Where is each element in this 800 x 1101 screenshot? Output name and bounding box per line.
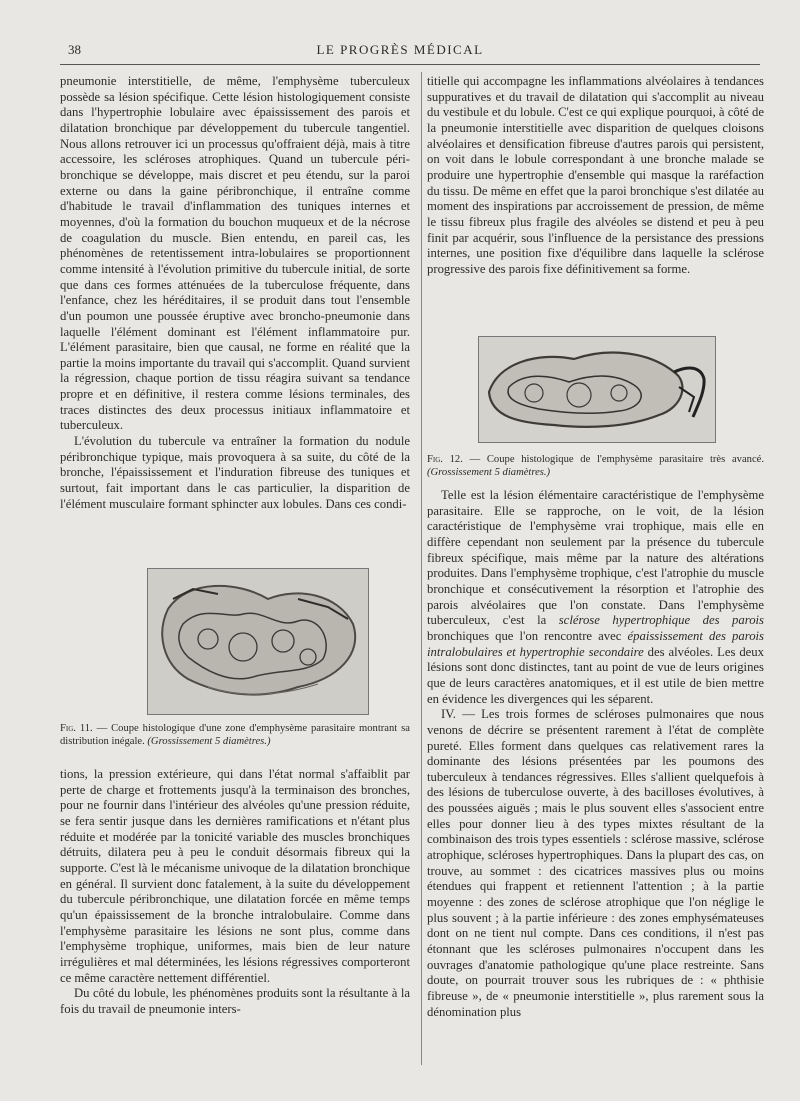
caption-magnification: (Grossissement 5 diamètres.) xyxy=(147,735,271,747)
italic-run: sclérose hypertrophique des parois xyxy=(558,613,764,628)
column-divider xyxy=(421,72,422,1065)
paragraph: tions, la pression extérieure, qui dans l'état normal s'affaiblit par perte de charge et frottements jusqu'à la terminaison des bronches, pour ne fournir dans l'intérieur des alvéoles qu'une pression réduite, se fera sentir jusque dans les dernières ramifications et n'étant plus réduite et modérée par la tonicité variable des muscles bronchiques détruits, dilatera peu à peu le conduit désormais fibreux qui la supporte. C'est là le mécanisme univoque de la dilatation bronchique en général. Il survient donc fatalement, à la suite du développement du tubercule péribronchique, une dilatation forcée en même temps qu'un épaississement de la bronche intralobulaire. Comme dans l'emphysème parasitaire les lésions ne sont plus, comme dans l'emphysème trophique, uniformes, mais bien de leur nature irrégulières et mal déterminées, les lésions régressives comporteront ce même caractère nettement différentiel. xyxy=(60,767,410,985)
page-number: 38 xyxy=(68,42,81,57)
figure-12-caption xyxy=(427,454,764,479)
text-run: bronchiques que l'on rencontre avec xyxy=(427,628,628,643)
figure-label: Fig. 12. xyxy=(427,454,463,465)
caption-magnification: (Grossissement 5 diamètres.) xyxy=(427,466,551,478)
caption-text: — Coupe histologique d'une zone d'emphysème parasitaire montrant sa distribution inégale. xyxy=(60,723,410,747)
paragraph: Du côté du lobule, les phénomènes produits sont la résultante à la fois du travail de pneumonie inters- xyxy=(60,986,410,1016)
histology-section-illustration xyxy=(148,569,368,714)
paragraph: titielle qui accompagne les inflammations alvéolaires à tendances suppuratives et du travail de dilatation qui s'accomplit au niveau du vestibule et du lobule. C'est ce qui explique pourquoi, à côté de la pneumonie interstitielle avec disparition de quelques cloisons alvéolaires et densification fibreuse d'autres parois qui persistent, on voit dans le lobule correspondant à une bronche malade se produire une hypertrophie d'ensemble qui masque la raréfaction du tissu. De même en effet que la paroi bronchique s'est dilatée au moment des inspirations par accroissement de pression, de même le tissu fibreux plus fragile des alvéoles se distend et peu à peu finit par acquérir, sous l'influence de la persistance des pressions internes, une position fixe d'équilibre dans laquelle la sclérose progressive des parois fixe définitivement sa forme. xyxy=(427,74,765,276)
figure-label: Fig. 11. xyxy=(60,723,93,734)
paragraph: IV. — Les trois formes de scléroses pulmonaires que nous venons de décrire se présentent rarement à l'état de complète pureté. Elles forment dans quelques cas relativement rares la dominante des lésions présentées par les poumons des tuberculeux à tendances régressives. Elles s'allient quelquefois à des lésions de tuberculose ouverte, à des bacilloses évolutives, à des poussées aiguës ; mais le plus souvent elles s'associent entre elles pour donner lieu à des types mixtes résultant de la combinaison des trois types essentiels : sclérose massive, sclérose atrophique, scléroses hypertrophiques. Dans la plupart des cas, on trouve, au sommet : des cicatrices massives plus ou moins étendues qui frappent et retiennent l'attention ; à la partie moyenne : des zones de sclérose atrophique que l'on néglige le plus souvent ; à la partie inférieure : des zones emphysémateuses dont on ne tient nul compte. Dans ces conditions, il n'est pas étonnant que les scléroses pulmonaires n'occupent dans les ouvrages d'anatomie pathologique qu'une place restreinte. Sans doute, on pourrait trouver sous les rubriques de : « phthisie fibreuse », de « pneumonie interstitielle », plus rarement sous la dénomination plus xyxy=(427,707,764,1019)
italic-run: épaississement des parois intralobulaires et hypertrophie secondaire xyxy=(427,628,764,659)
text-run: des alvéoles. Les deux lésions sont donc distinctes, tant au point de vue de leurs origines que de leurs caractères anatomiques, et il est utile de bien mettre en évidence les divergences qui les séparent. xyxy=(427,644,764,706)
header-rule xyxy=(60,64,760,65)
text-run: Telle est la lésion élémentaire caractéristique de l'emphysème parasitaire. Elle se rapproche, on le voit, de la lésion caractéristique de l'emphysème vrai trophique, mais elle en diffère cependant non seulement par la présence du tubercule fibreux spécifique, mais même par la nature des altérations produites. Dans l'emphysème trophique, c'est l'atrophie du muscle bronchique et consécutivement la résorption et l'atrophie des parois alvéolaires que l'on constate. Dans l'emphysème tuberculeux, c'est la xyxy=(427,488,764,628)
figure-11-caption xyxy=(60,723,410,748)
left-column-top xyxy=(60,74,410,512)
figure-11-image xyxy=(147,568,369,715)
figure-12-image xyxy=(478,336,716,443)
paragraph xyxy=(427,488,764,707)
histology-section-illustration xyxy=(479,337,715,442)
caption-text: — Coupe histologique de l'emphysème parasitaire très avancé. xyxy=(462,454,764,465)
right-column-top xyxy=(427,74,764,278)
paragraph: L'évolution du tubercule va entraîner la formation du nodule péribronchique typique, mais provoquera à sa suite, du côté de la bronche, l'épaississement et l'induration fibreuse des tuniques et surtout, fait important dans le cas particulier, la disparition de l'élément musculaire formant sphincter aux lobules. Dans ces condi- xyxy=(60,434,410,511)
running-title: LE PROGRÈS MÉDICAL xyxy=(316,42,484,57)
left-column-bottom xyxy=(60,767,410,1018)
paragraph: pneumonie interstitielle, de même, l'emphysème tuberculeux possède sa lésion spécifique. Cette lésion histologiquement consiste dans l'hypertrophie lobulaire avec épaississement des parois et dilatation bronchique par développement du tubercule tangentiel. Nous allons retrouver ici un processus qu'offraient déjà, mais à titre accessoire, les scléroses atrophiques. Quand un tubercule péri-bronchique se développe, mais discret et peu étendu, sur la paroi externe ou dans la gaine péribronchique, il entraîne comme d'habitude le travail d'inflammation des tuniques internes et moyennes, d'où la formation du bouchon muqueux et de la nécrose de coagulation du muscle. Bien entendu, en pareil cas, les phénomènes de retentissement intra-lobulaires se proportionnent comme intensité à l'évolution primitive du tubercule initial, de sorte que dans ces formes atténuées de la tuberculose fréquente, dans l'enfance, chez les héréditaires, il se produit dans tout l'ensemble d'un poumon une poussée éruptive avec broncho-pneumonie dans laquelle l'élément dominant est l'élément inflammatoire pur. L'élément parasitaire, bien que causal, ne forme en réalité que la partie la moins importante du travail qui s'accomplit. Quand survient la régression, chaque portion de tissu réagira suivant sa tendance propre et en définitive, il restera comme lésions terminales, des traces distinctes des deux processus initiaux inflammatoire et tuberculeux. xyxy=(60,74,410,433)
right-column-bottom xyxy=(427,488,764,1020)
